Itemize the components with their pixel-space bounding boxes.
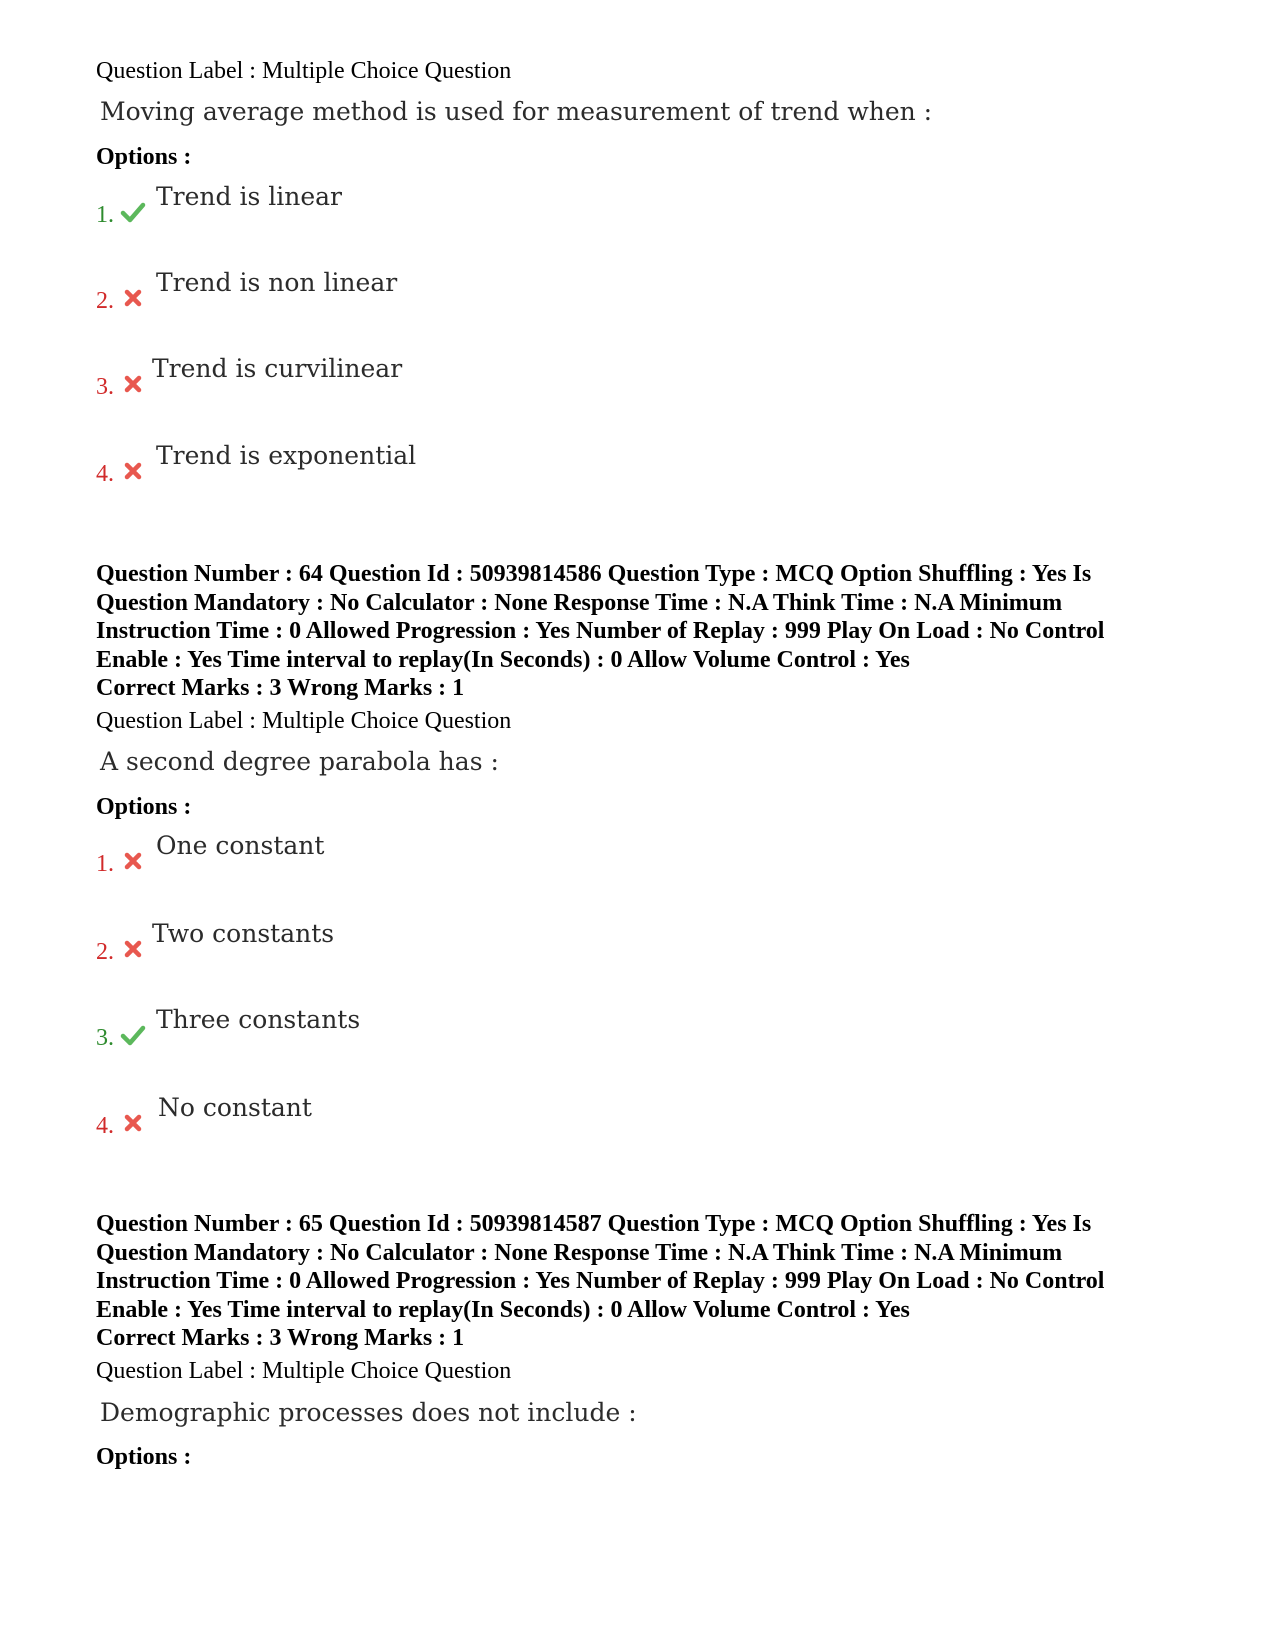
marks-info: Correct Marks : 3 Wrong Marks : 1: [96, 1325, 465, 1351]
question-label: Question Label : Multiple Choice Question: [96, 1358, 512, 1384]
option-number: 3.: [96, 374, 114, 400]
question-text: Moving average method is used for measurement of trend when :: [100, 97, 933, 126]
cross-icon: [120, 936, 146, 962]
option-1: [96, 830, 796, 890]
question-text: Demographic processes does not include :: [100, 1398, 637, 1427]
option-4: [96, 440, 796, 500]
checkmark-icon: [120, 1022, 146, 1048]
option-2: [96, 267, 796, 327]
option-1: [96, 181, 796, 241]
option-text: Trend is curvilinear: [152, 354, 403, 383]
option-text: One constant: [156, 831, 325, 860]
option-4: [96, 1092, 796, 1152]
option-text: Three constants: [156, 1005, 361, 1034]
option-text: Trend is linear: [156, 182, 342, 211]
question-label: Question Label : Multiple Choice Question: [96, 58, 512, 84]
cross-icon: [120, 285, 146, 311]
option-text: Two constants: [152, 919, 335, 948]
option-3: [96, 353, 796, 413]
option-number: 4.: [96, 461, 114, 487]
checkmark-icon: [120, 199, 146, 225]
option-3: [96, 1004, 796, 1064]
marks-info: Correct Marks : 3 Wrong Marks : 1: [96, 675, 465, 701]
cross-icon: [120, 1110, 146, 1136]
cross-icon: [120, 848, 146, 874]
option-2: [96, 918, 796, 978]
option-text: Trend is non linear: [156, 268, 398, 297]
option-text: Trend is exponential: [156, 441, 417, 470]
cross-icon: [120, 371, 146, 397]
question-label: Question Label : Multiple Choice Question: [96, 708, 512, 734]
option-text: No constant: [158, 1093, 312, 1122]
option-number: 2.: [96, 288, 114, 314]
question-text: A second degree parabola has :: [100, 747, 499, 776]
option-number: 1.: [96, 851, 114, 877]
question-meta: Question Number : 65 Question Id : 50939814587 Question Type : MCQ Option Shuffling : Yes Is Question Mandatory : No Calculator : None Response Time : N.A Think Time : N.A Minimum Instruction Time : 0 Allowed Progression : Yes Number of Replay : 999 Play On Load : No Control Enable : Yes Time interval to replay(In Seconds) : 0 Allow Volume Control : Yes: [96, 1211, 1105, 1323]
option-number: 3.: [96, 1025, 114, 1051]
question-meta: Question Number : 64 Question Id : 50939814586 Question Type : MCQ Option Shuffling : Yes Is Question Mandatory : No Calculator : None Response Time : N.A Think Time : N.A Minimum Instruction Time : 0 Allowed Progression : Yes Number of Replay : 999 Play On Load : No Control Enable : Yes Time interval to replay(In Seconds) : 0 Allow Volume Control : Yes: [96, 561, 1105, 673]
option-number: 2.: [96, 939, 114, 965]
options-heading: Options :: [96, 794, 192, 820]
cross-icon: [120, 458, 146, 484]
option-number: 4.: [96, 1113, 114, 1139]
option-number: 1.: [96, 202, 114, 228]
options-heading: Options :: [96, 144, 192, 170]
options-heading: Options :: [96, 1444, 192, 1470]
